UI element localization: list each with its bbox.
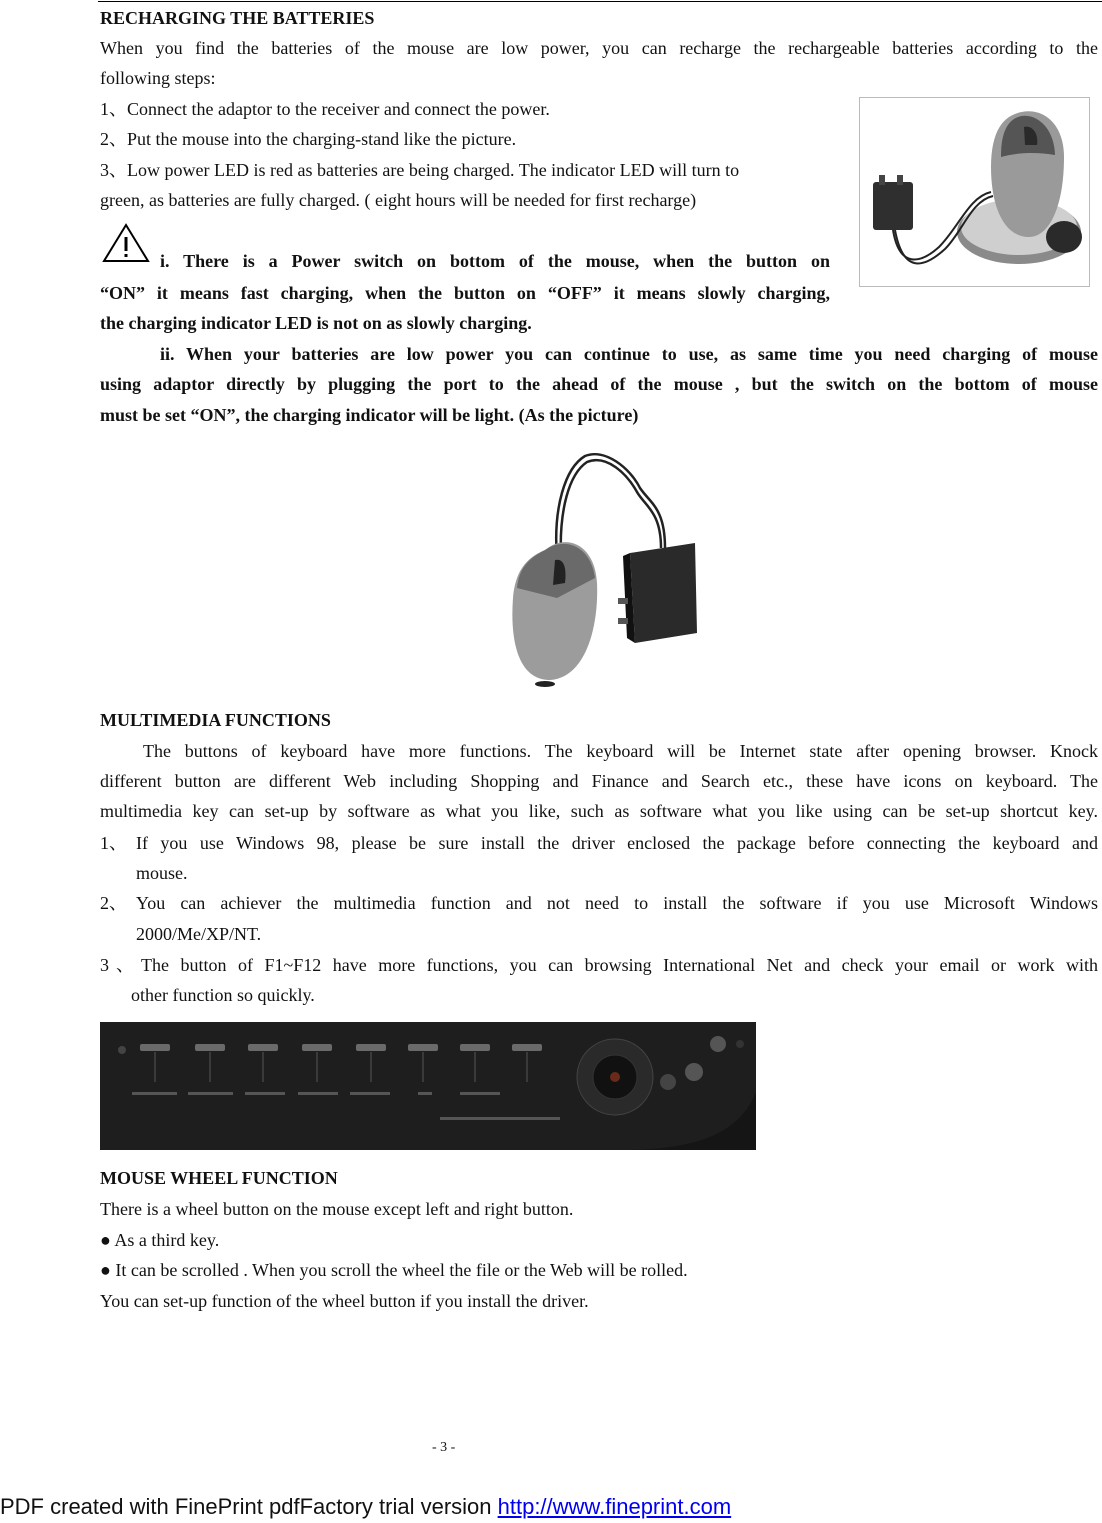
item-1-line-2: mouse.	[136, 863, 188, 883]
item-2-line-2: 2000/Me/XP/NT.	[136, 924, 262, 944]
keyboard-hotkeys-photo	[100, 1022, 756, 1150]
note-ii-line-3: must be set “ON”, the charging indicator will be light. (As the picture)	[100, 405, 639, 425]
fineprint-link[interactable]: http://www.fineprint.com	[497, 1494, 732, 1519]
item-2-line-1: You can achiever the multimedia function and not need to install the software if you use Microsoft Windows	[136, 893, 1098, 913]
wheel-line-4: You can set-up function of the wheel button if you install the driver.	[100, 1291, 589, 1311]
step-1: 1、Connect the adaptor to the receiver and connect the power.	[100, 99, 550, 119]
footer-text: PDF created with FinePrint pdfFactory trial version	[0, 1494, 498, 1519]
item-3-line-2: other function so quickly.	[131, 985, 315, 1005]
wheel-bullet-2: ● It can be scrolled . When you scroll the wheel the file or the Web will be rolled.	[100, 1260, 688, 1280]
step-3-line-1: 3、Low power LED is red as batteries are being charged. The indicator LED will turn to	[100, 160, 740, 180]
step-2: 2、Put the mouse into the charging-stand like the picture.	[100, 129, 517, 149]
charging-stand-photo	[859, 97, 1090, 287]
section-title-mouse-wheel: MOUSE WHEEL FUNCTION	[100, 1168, 338, 1188]
step-3-line-2: green, as batteries are fully charged. ( eight hours will be needed for first recharge)	[100, 190, 697, 210]
pdf-footer	[0, 1494, 731, 1520]
page-number: - 3 -	[432, 1440, 456, 1455]
multimedia-para-line-2: different button are different Web including Shopping and Finance and Search etc., these have icons on keyboard. The	[100, 771, 1098, 791]
note-i-line-2: “ON” it means fast charging, when the button on “OFF” it means slowly charging,	[100, 283, 830, 303]
item-2-number: 2、	[100, 893, 127, 913]
item-3-line-1: 3、The button of F1~F12 have more functions, you can browsing International Net and check your email or work with	[100, 955, 1098, 975]
item-1-line-1: If you use Windows 98, please be sure install the driver enclosed the package before connecting the keyboard and	[136, 833, 1098, 853]
note-ii-line-2: using adaptor directly by plugging the port to the ahead of the mouse , but the switch on the bottom of mouse	[100, 374, 1098, 394]
note-ii-line-1: ii. When your batteries are low power you can continue to use, as same time you need charging of mouse	[160, 344, 1098, 364]
intro-line-1: When you find the batteries of the mouse are low power, you can recharge the rechargeable batteries according to the	[100, 38, 1098, 58]
section-title-multimedia: MULTIMEDIA FUNCTIONS	[100, 710, 331, 730]
note-i-line-1: i. There is a Power switch on bottom of the mouse, when the button on	[160, 251, 830, 271]
mouse-adaptor-photo	[505, 448, 705, 688]
wheel-bullet-1: ● As a third key.	[100, 1230, 220, 1250]
intro-line-2: following steps:	[100, 68, 216, 88]
note-i-line-3: the charging indicator LED is not on as slowly charging.	[100, 313, 532, 333]
section-title-recharging: RECHARGING THE BATTERIES	[100, 8, 375, 28]
wheel-line-1: There is a wheel button on the mouse except left and right button.	[100, 1199, 574, 1219]
multimedia-para-line-3: multimedia key can set-up by software as what you like, such as software what you like using can be set-up shortcut key.	[100, 801, 1098, 821]
top-rule	[98, 1, 1102, 2]
warning-icon	[101, 222, 151, 264]
multimedia-para-line-1: The buttons of keyboard have more functions. The keyboard will be Internet state after opening browser. Knock	[143, 741, 1098, 761]
item-1-number: 1、	[100, 833, 127, 853]
